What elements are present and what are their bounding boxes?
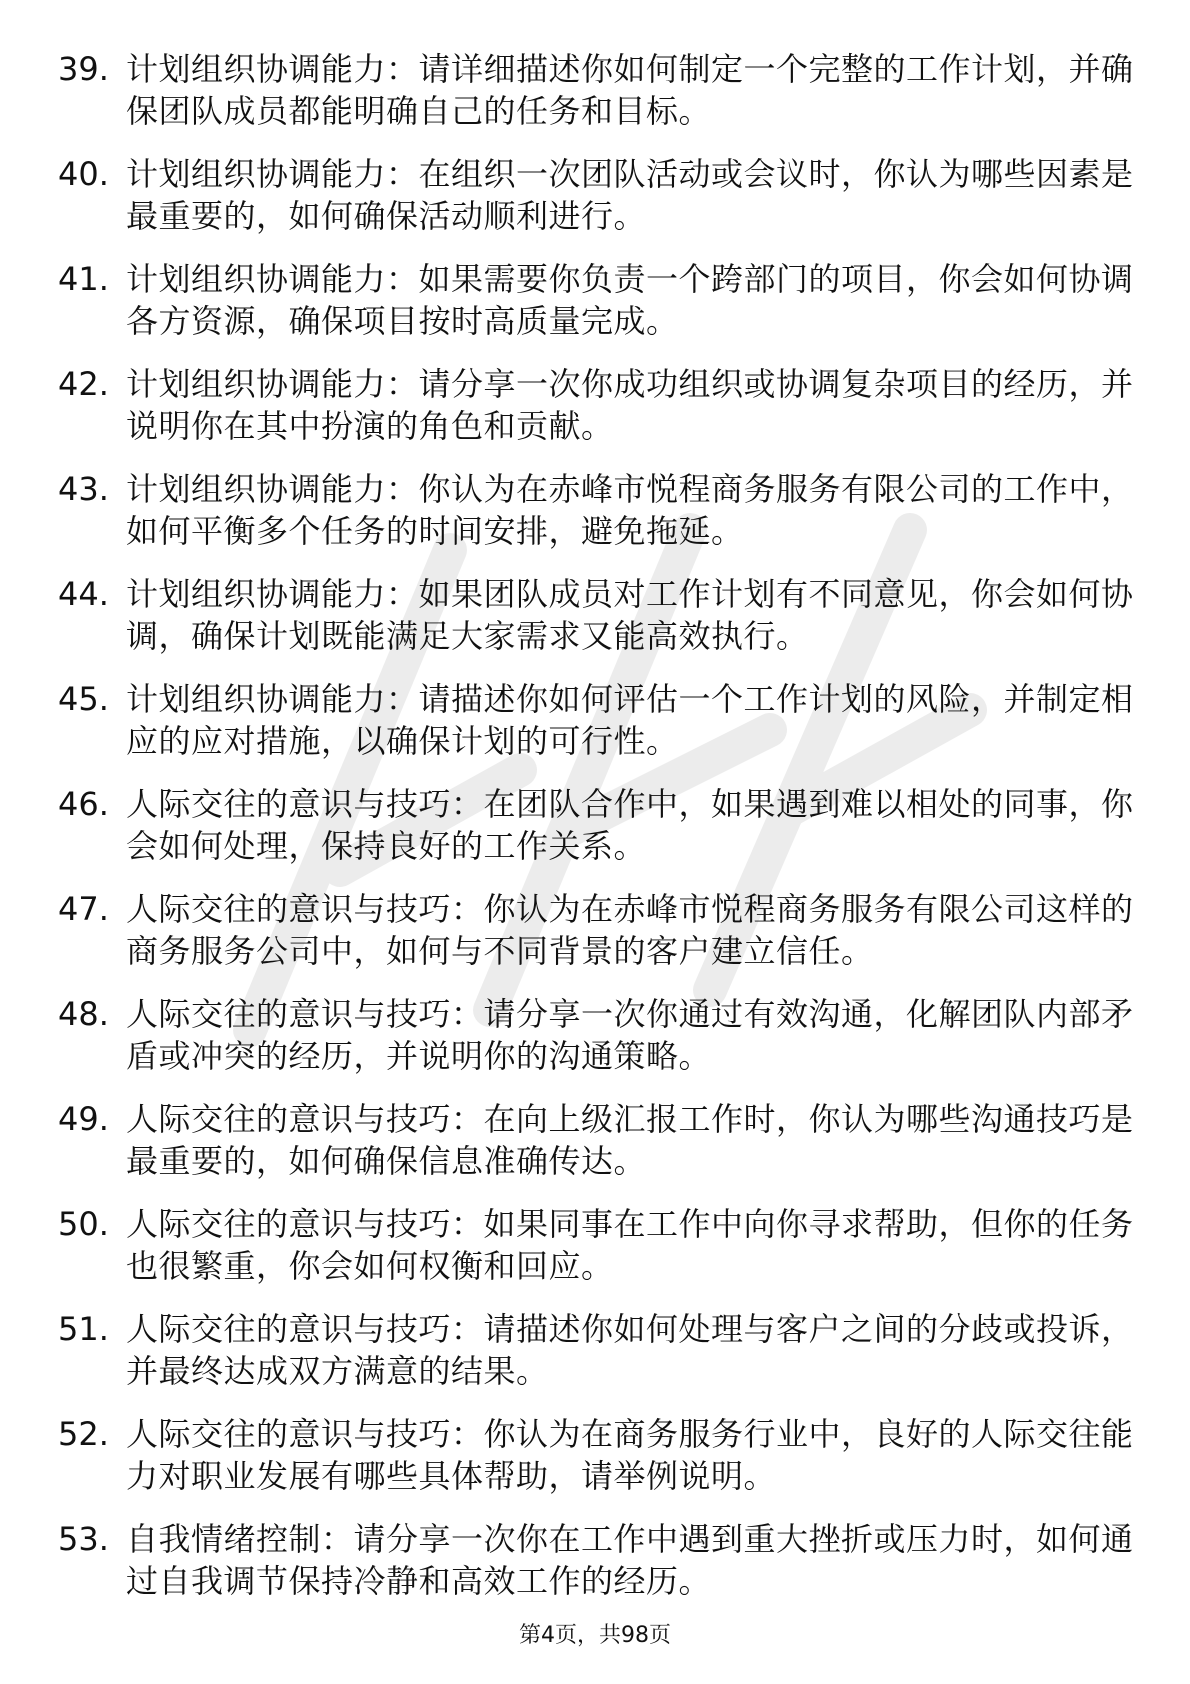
question-item xyxy=(58,468,1138,573)
question-item xyxy=(58,678,1138,783)
question-item xyxy=(58,573,1138,678)
question-item xyxy=(58,1308,1138,1413)
question-number: 51. xyxy=(58,1310,109,1348)
question-number: 41. xyxy=(58,260,109,298)
question-number: 50. xyxy=(58,1205,109,1243)
question-text: 人际交往的意识与技巧：请分享一次你通过有效沟通，化解团队内部矛盾或冲突的经历，并说明你的沟通策略。 xyxy=(126,995,1134,1075)
question-item xyxy=(58,993,1138,1098)
question-item xyxy=(58,1203,1138,1308)
question-text: 人际交往的意识与技巧：如果同事在工作中向你寻求帮助，但你的任务也很繁重，你会如何权衡和回应。 xyxy=(126,1205,1134,1285)
question-list xyxy=(58,48,1138,1623)
question-item xyxy=(58,258,1138,363)
question-number: 47. xyxy=(58,890,109,928)
question-text: 计划组织协调能力：如果团队成员对工作计划有不同意见，你会如何协调，确保计划既能满足大家需求又能高效执行。 xyxy=(126,575,1134,655)
question-number: 49. xyxy=(58,1100,109,1138)
question-text: 计划组织协调能力：你认为在赤峰市悦程商务服务有限公司的工作中，如何平衡多个任务的时间安排，避免拖延。 xyxy=(126,470,1134,550)
question-number: 43. xyxy=(58,470,109,508)
question-text: 人际交往的意识与技巧：你认为在商务服务行业中，良好的人际交往能力对职业发展有哪些具体帮助，请举例说明。 xyxy=(126,1415,1134,1495)
question-text: 计划组织协调能力：请描述你如何评估一个工作计划的风险，并制定相应的应对措施，以确保计划的可行性。 xyxy=(126,680,1134,760)
question-number: 52. xyxy=(58,1415,109,1453)
question-item xyxy=(58,888,1138,993)
question-text: 人际交往的意识与技巧：在向上级汇报工作时，你认为哪些沟通技巧是最重要的，如何确保信息准确传达。 xyxy=(126,1100,1134,1180)
question-number: 40. xyxy=(58,155,109,193)
question-text: 计划组织协调能力：在组织一次团队活动或会议时，你认为哪些因素是最重要的，如何确保活动顺利进行。 xyxy=(126,155,1134,235)
question-number: 45. xyxy=(58,680,109,718)
question-item xyxy=(58,1518,1138,1623)
question-number: 48. xyxy=(58,995,109,1033)
question-number: 42. xyxy=(58,365,109,403)
question-text: 人际交往的意识与技巧：请描述你如何处理与客户之间的分歧或投诉，并最终达成双方满意的结果。 xyxy=(126,1310,1134,1390)
question-text: 自我情绪控制：请分享一次你在工作中遇到重大挫折或压力时，如何通过自我调节保持冷静和高效工作的经历。 xyxy=(126,1520,1134,1600)
question-item xyxy=(58,153,1138,258)
question-number: 39. xyxy=(58,50,109,88)
question-text: 计划组织协调能力：请详细描述你如何制定一个完整的工作计划，并确保团队成员都能明确自己的任务和目标。 xyxy=(126,50,1134,130)
question-number: 53. xyxy=(58,1520,109,1558)
question-text: 人际交往的意识与技巧：在团队合作中，如果遇到难以相处的同事，你会如何处理，保持良好的工作关系。 xyxy=(126,785,1134,865)
question-item xyxy=(58,783,1138,888)
question-item xyxy=(58,1098,1138,1203)
question-text: 人际交往的意识与技巧：你认为在赤峰市悦程商务服务有限公司这样的商务服务公司中，如何与不同背景的客户建立信任。 xyxy=(126,890,1134,970)
question-item xyxy=(58,1413,1138,1518)
question-text: 计划组织协调能力：如果需要你负责一个跨部门的项目，你会如何协调各方资源，确保项目按时高质量完成。 xyxy=(126,260,1134,340)
question-item xyxy=(58,363,1138,468)
question-number: 44. xyxy=(58,575,109,613)
page-footer: 第4页，共98页 xyxy=(519,1623,671,1648)
question-text: 计划组织协调能力：请分享一次你成功组织或协调复杂项目的经历，并说明你在其中扮演的角色和贡献。 xyxy=(126,365,1134,445)
question-item xyxy=(58,48,1138,153)
question-number: 46. xyxy=(58,785,109,823)
